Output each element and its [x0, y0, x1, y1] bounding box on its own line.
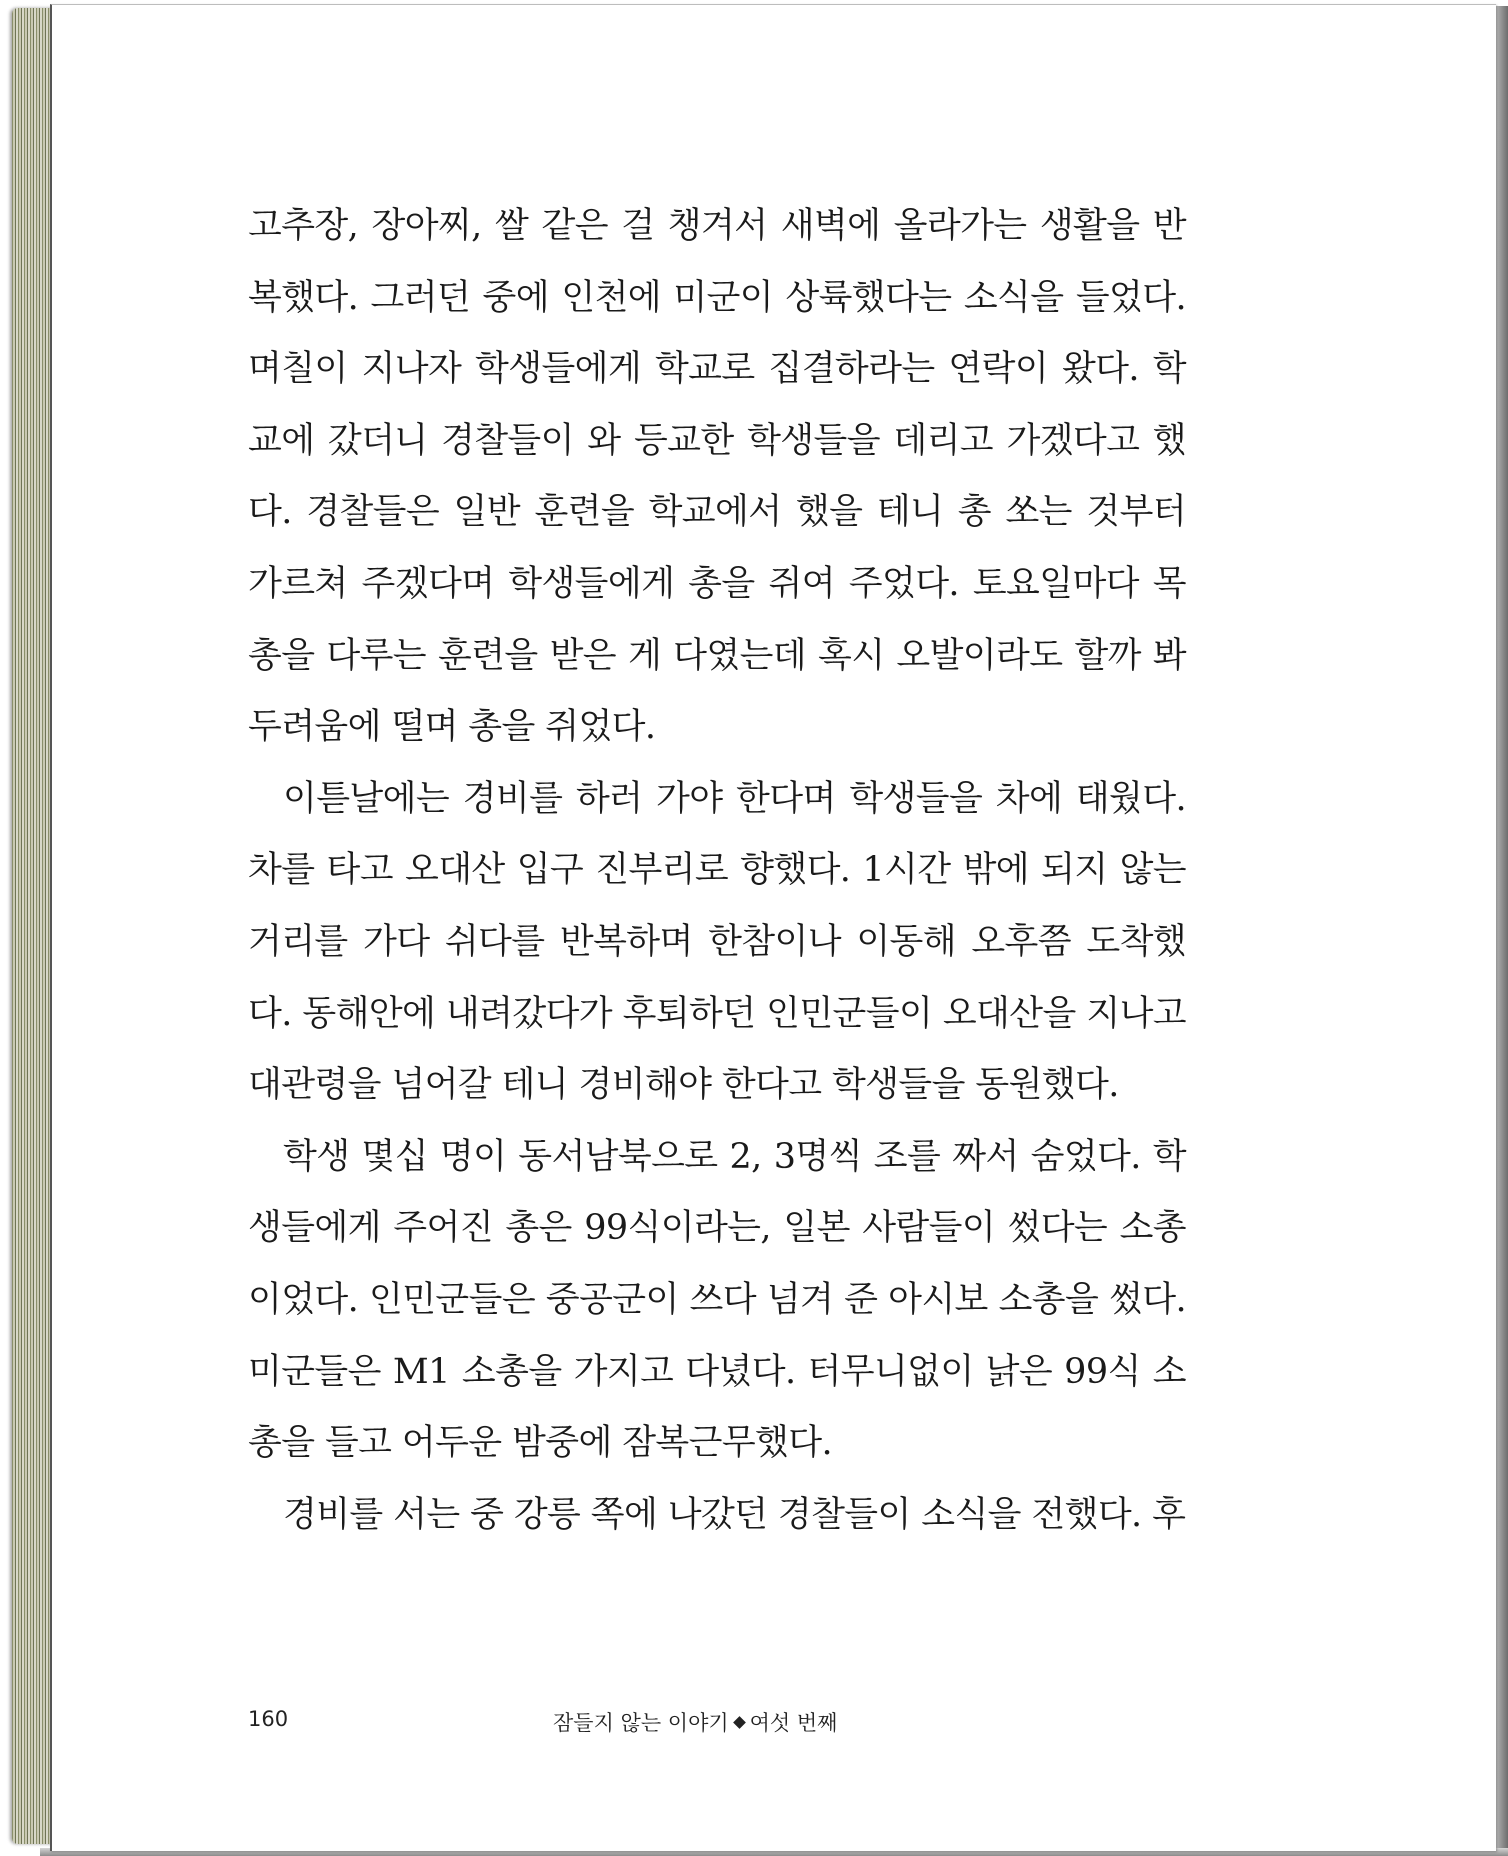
- book-title: 잠들지 않는 이야기: [553, 1711, 729, 1735]
- page-number: 160: [248, 1707, 289, 1731]
- body-text: [248, 191, 1186, 1551]
- chapter-title: 여섯 번째: [749, 1711, 838, 1735]
- book-page: [50, 4, 1496, 1851]
- paragraph-1: 고추장, 장아찌, 쌀 같은 걸 챙겨서 새벽에 올라가는 생활을 반복했다. 그러던 중에 인천에 미군이 상륙했다는 소식을 들었다. 며칠이 지나자 학생들에게 학교로 집결하라는 연락이 왔다. 학교에 갔더니 경찰들이 와 등교한 학생들을 데리고 가겠다고 했다. 경찰들은 일반 훈련을 학교에서 했을 테니 총 쏘는 것부터 가르쳐 주겠다며 학생들에게 총을 쥐여 주었다. 토요일마다 목총을 다루는 훈련을 받은 게 다였는데 혹시 오발이라도 할까 봐 두려움에 떨며 총을 쥐었다.: [248, 206, 1186, 748]
- diamond-separator-icon: [733, 1716, 746, 1729]
- paragraph-4: 경비를 서는 중 강릉 쪽에 나갔던 경찰들이 소식을 전했다. 후: [283, 1494, 1186, 1535]
- running-title: [553, 1707, 837, 1737]
- page-right-shadow: [1494, 6, 1508, 1852]
- page-footer: [248, 1707, 1186, 1737]
- paragraph-2: 이튿날에는 경비를 하러 가야 한다며 학생들을 차에 태웠다. 차를 타고 오대산 입구 진부리로 향했다. 1시간 밖에 되지 않는 거리를 가다 쉬다를 반복하며 한참이나 이동해 오후쯤 도착했다. 동해안에 내려갔다가 후퇴하던 인민군들이 오대산을 지나고 대관령을 넘어갈 테니 경비해야 한다고 학생들을 동원했다.: [248, 778, 1186, 1106]
- paragraph-3: 학생 몇십 명이 동서남북으로 2, 3명씩 조를 짜서 숨었다. 학생들에게 주어진 총은 99식이라는, 일본 사람들이 썼다는 소총이었다. 인민군들은 중공군이 쓰다 넘겨 준 아시보 소총을 썼다. 미군들은 M1 소총을 가지고 다녔다. 터무니없이 낡은 99식 소총을 들고 어두운 밤중에 잠복근무했다.: [248, 1136, 1186, 1464]
